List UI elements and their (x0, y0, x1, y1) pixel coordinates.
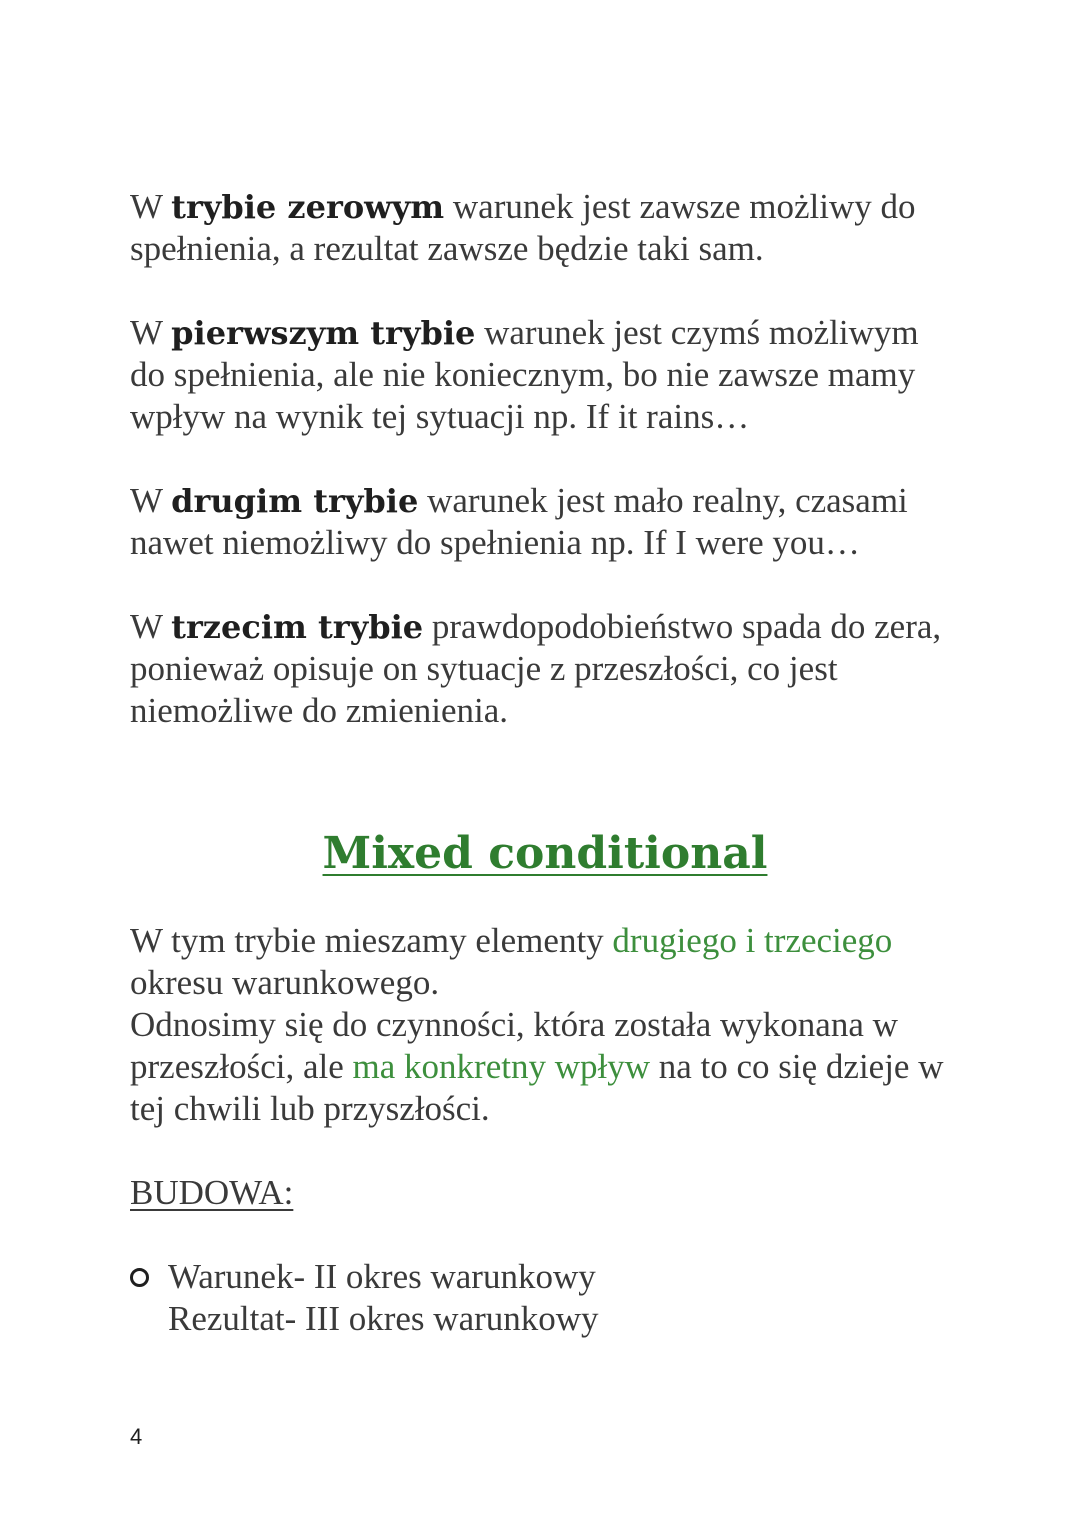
structure-warunek: Warunek- II okres warunkowy (168, 1257, 596, 1296)
paragraph-text: warunek jest zawsze możliwy do spełnienia, a rezultat zawsze będzie taki sam. (130, 187, 916, 268)
page-number: 4 (130, 1424, 143, 1449)
term-second-conditional: drugim trybie (171, 482, 419, 520)
paragraph-prefix: W (130, 313, 172, 352)
paragraph-mixed-explanation (130, 1004, 960, 1130)
paragraph-first-conditional (130, 312, 960, 438)
paragraph-zero-conditional (130, 186, 960, 270)
paragraph-text: Odnosimy się do czynności, która została wykonana w przeszłości, ale (130, 1005, 898, 1086)
section-heading-mixed-conditional: Mixed conditional (322, 828, 768, 879)
paragraph-text: warunek jest czymś możliwym do spełnienia, ale nie koniecznym, bo nie zawsze mamy wpływ na wynik tej sytuacji np. If it rains… (130, 313, 919, 436)
paragraph-text: okresu warunkowego. (130, 963, 440, 1002)
highlight-green: ma konkretny wpływ (352, 1047, 650, 1086)
structure-list-item (130, 1256, 960, 1340)
paragraph-prefix: W (130, 481, 172, 520)
paragraph-mixed-intro (130, 920, 960, 1004)
paragraph-text: warunek jest mało realny, czasami nawet niemożliwy do spełnienia np. If I were you… (130, 481, 908, 562)
budowa-label: BUDOWA: (130, 1173, 294, 1212)
paragraph-text: prawdopodobieństwo spada do zera, ponieważ opisuje on sytuacje z przeszłości, co jest niemożliwe do zmienienia. (130, 607, 942, 730)
document-page (130, 186, 960, 1340)
circle-bullet-icon (130, 1268, 149, 1287)
paragraph-prefix: W (130, 187, 172, 226)
paragraph-second-conditional (130, 480, 960, 564)
term-first-conditional: pierwszym trybie (171, 314, 476, 352)
term-third-conditional: trzecim trybie (171, 608, 424, 646)
paragraph-text: na to co się dzieje w tej chwili lub przyszłości. (130, 1047, 944, 1128)
paragraph-third-conditional (130, 606, 960, 732)
highlight-green: drugiego i trzeciego (612, 921, 893, 960)
paragraph-text: W tym trybie mieszamy elementy (130, 921, 613, 960)
paragraph-prefix: W (130, 607, 172, 646)
structure-rezultat: Rezultat- III okres warunkowy (168, 1299, 599, 1338)
term-zero-conditional: trybie zerowym (171, 188, 445, 226)
